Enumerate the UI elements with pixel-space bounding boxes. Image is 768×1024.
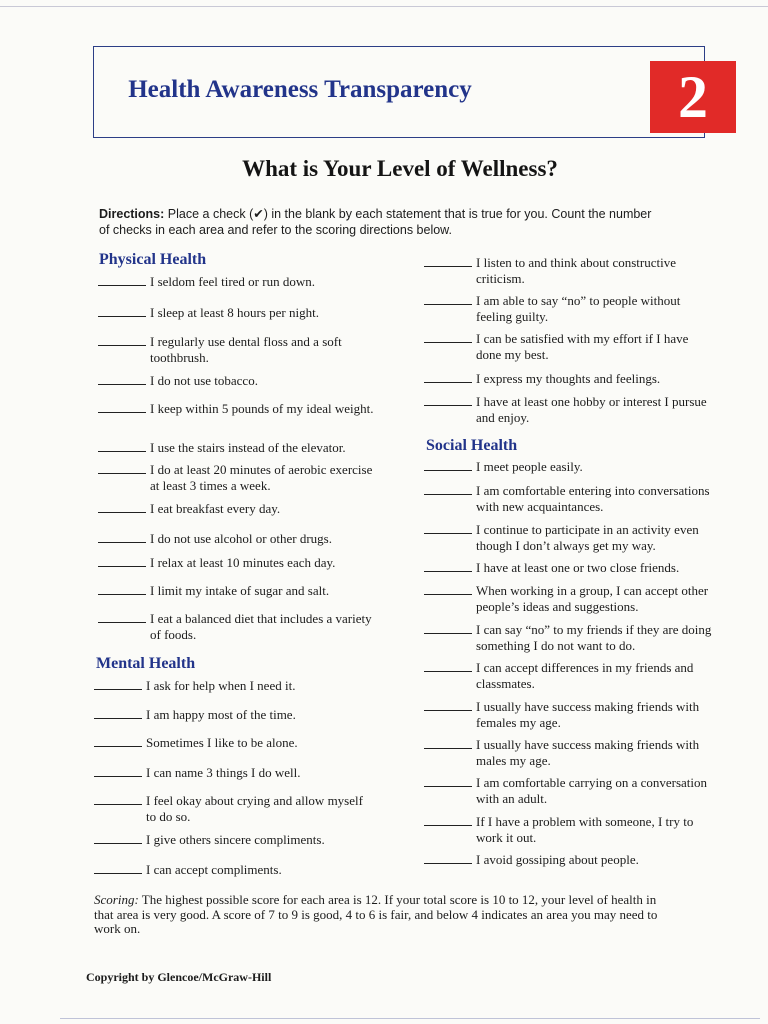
check-blank[interactable]: [424, 533, 472, 534]
statement-text: I limit my intake of sugar and salt.: [150, 583, 330, 598]
check-blank[interactable]: [424, 786, 472, 787]
check-blank[interactable]: [94, 718, 142, 719]
statement-text: I can be satisfied with my effort if I have done my best.: [476, 331, 689, 362]
statement-text: I usually have success making friends with females my age.: [476, 699, 700, 730]
check-blank[interactable]: [98, 594, 146, 595]
statement-text: I have at least one or two close friends.: [476, 560, 680, 575]
statement-text: I do at least 20 minutes of aerobic exercise at least 3 times a week.: [150, 462, 373, 493]
statement-text: I usually have success making friends with males my age.: [476, 737, 700, 768]
check-blank[interactable]: [98, 285, 146, 286]
check-blank[interactable]: [424, 825, 472, 826]
statement-text: I have at least one hobby or interest I pursue and enjoy.: [476, 394, 707, 425]
statement-text: I seldom feel tired or run down.: [150, 274, 315, 289]
check-blank[interactable]: [94, 689, 142, 690]
check-blank[interactable]: [98, 622, 146, 623]
statement-text: I do not use tobacco.: [150, 373, 258, 388]
statement-text: If I have a problem with someone, I try to work it out.: [476, 814, 694, 845]
check-blank[interactable]: [98, 384, 146, 385]
statement-text: I listen to and think about constructive criticism.: [476, 255, 677, 286]
check-blank[interactable]: [98, 566, 146, 567]
copyright: Copyright by Glencoe/McGraw-Hill: [86, 970, 272, 984]
mental-health-heading: Mental Health: [96, 655, 196, 672]
statement-text: I can accept compliments.: [146, 862, 282, 877]
statement-text: I eat breakfast every day.: [150, 501, 281, 516]
check-blank[interactable]: [424, 571, 472, 572]
check-blank[interactable]: [98, 512, 146, 513]
check-blank[interactable]: [94, 843, 142, 844]
directions: [99, 206, 659, 238]
statement-text: I give others sincere compliments.: [146, 832, 325, 847]
check-blank[interactable]: [424, 470, 472, 471]
check-blank[interactable]: [424, 863, 472, 864]
statement-text: I feel okay about crying and allow myself to do so.: [146, 793, 363, 824]
check-blank[interactable]: [424, 671, 472, 672]
directions-text: Place a check (✔) in the blank by each statement that is true for you. Count the number of checks in each area and refer to the scoring directions below.: [99, 207, 652, 237]
check-blank[interactable]: [98, 316, 146, 317]
statement-text: When working in a group, I can accept other people’s ideas and suggestions.: [476, 583, 709, 614]
physical-health-heading: Physical Health: [99, 251, 207, 268]
directions-label: Directions:: [99, 207, 165, 221]
social-health-heading: Social Health: [426, 437, 518, 454]
check-blank[interactable]: [424, 594, 472, 595]
statement-text: I can say “no” to my friends if they are doing something I do not want to do.: [476, 622, 712, 653]
check-blank[interactable]: [98, 412, 146, 413]
check-blank[interactable]: [424, 748, 472, 749]
check-blank[interactable]: [424, 710, 472, 711]
check-blank[interactable]: [424, 494, 472, 495]
check-blank[interactable]: [98, 345, 146, 346]
check-blank[interactable]: [94, 873, 142, 874]
top-rule: [0, 6, 768, 7]
statement-text: I am comfortable carrying on a conversation with an adult.: [476, 775, 708, 806]
check-blank[interactable]: [424, 342, 472, 343]
scoring-note: [94, 893, 674, 937]
scoring-text: The highest possible score for each area is 12. If your total score is 10 to 12, your level of health in that area is very good. A score of 7 to 9 is good, 4 to 6 is fair, and below 4 indicates an area you may need to work on.: [94, 892, 658, 936]
header-title: Health Awareness Transparency: [128, 76, 472, 103]
statement-text: Sometimes I like to be alone.: [146, 735, 298, 750]
check-blank[interactable]: [424, 382, 472, 383]
check-blank[interactable]: [424, 304, 472, 305]
check-blank[interactable]: [98, 473, 146, 474]
check-blank[interactable]: [94, 776, 142, 777]
statement-text: I am happy most of the time.: [146, 707, 296, 722]
statement-text: I eat a balanced diet that includes a variety of foods.: [150, 611, 372, 642]
statement-text: I express my thoughts and feelings.: [476, 371, 661, 386]
statement-text: I am comfortable entering into conversations with new acquaintances.: [476, 483, 710, 514]
page-title: What is Your Level of Wellness?: [242, 156, 558, 181]
check-blank[interactable]: [94, 746, 142, 747]
statement-text: I do not use alcohol or other drugs.: [150, 531, 332, 546]
statement-text: I relax at least 10 minutes each day.: [150, 555, 336, 570]
check-blank[interactable]: [94, 804, 142, 805]
transparency-number-badge: 2: [650, 61, 736, 133]
statement-text: I keep within 5 pounds of my ideal weight.: [150, 401, 374, 416]
statement-text: I can accept differences in my friends and classmates.: [476, 660, 694, 691]
bottom-rule: [60, 1018, 760, 1019]
statement-text: I ask for help when I need it.: [146, 678, 296, 693]
statement-text: I can name 3 things I do well.: [146, 765, 301, 780]
check-blank[interactable]: [424, 633, 472, 634]
check-blank[interactable]: [98, 451, 146, 452]
check-blank[interactable]: [424, 266, 472, 267]
statement-text: I am able to say “no” to people without feeling guilty.: [476, 293, 681, 324]
statement-text: I avoid gossiping about people.: [476, 852, 639, 867]
check-blank[interactable]: [424, 405, 472, 406]
statement-text: I use the stairs instead of the elevator.: [150, 440, 346, 455]
statement-text: I continue to participate in an activity even though I don’t always get my way.: [476, 522, 699, 553]
scoring-label: Scoring:: [94, 892, 139, 907]
statement-text: I sleep at least 8 hours per night.: [150, 305, 319, 320]
statement-text: I meet people easily.: [476, 459, 583, 474]
check-blank[interactable]: [98, 542, 146, 543]
statement-text: I regularly use dental floss and a soft toothbrush.: [150, 334, 342, 365]
